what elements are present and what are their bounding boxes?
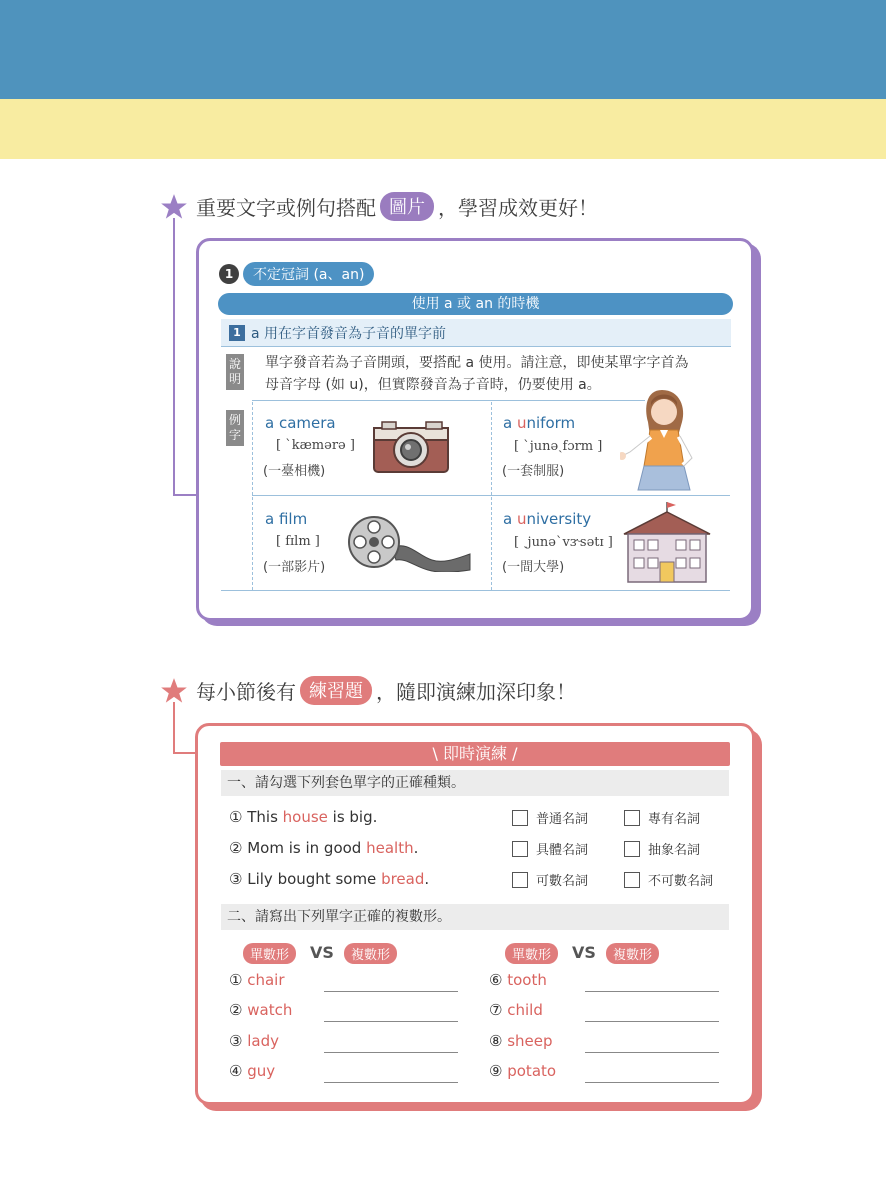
answer-blank[interactable]	[585, 991, 719, 992]
example-phonetic: [ ˏjunəˋvɝsətɪ ]	[514, 535, 613, 550]
section1-heading-after: ，學習成效更好！	[438, 196, 598, 220]
girl-illustration	[620, 386, 716, 494]
answer-blank[interactable]	[324, 1021, 458, 1022]
film-reel-icon	[348, 514, 472, 572]
example-word: a university	[503, 510, 592, 528]
example-meaning: (一部影片)	[263, 560, 326, 575]
question-line: ③ Lily bought some bread.	[229, 870, 430, 888]
example-tag: 例字	[226, 410, 244, 446]
example-phonetic: [ fɪlm ]	[276, 534, 320, 549]
rule-number: 1	[229, 325, 245, 341]
answer-blank[interactable]	[324, 1082, 458, 1083]
checkbox-option[interactable]: 可數名詞	[512, 870, 588, 889]
example-phonetic: [ ˋjunəˏfɔrm ]	[514, 439, 603, 454]
example-meaning: (一臺相機)	[263, 464, 326, 479]
divider	[491, 402, 492, 590]
section1-heading	[160, 192, 598, 221]
section1-heading-before: 重要文字或例句搭配	[196, 196, 376, 220]
section2-heading-before: 每小節後有	[196, 680, 296, 704]
top-blue-band	[0, 0, 886, 99]
star-icon	[160, 193, 188, 221]
vs-label: VS	[572, 943, 596, 962]
explain-tag: 說明	[226, 354, 244, 390]
usage-bar: 使用 a 或 an 的時機	[218, 293, 733, 315]
checkbox-option[interactable]: 抽象名詞	[624, 839, 700, 858]
university-building-icon	[622, 500, 712, 584]
example-word: a film	[265, 510, 308, 528]
checkbox-option[interactable]: 專有名詞	[624, 808, 700, 827]
divider	[252, 400, 645, 401]
plural-item: ① chair	[229, 971, 285, 989]
answer-blank[interactable]	[585, 1052, 719, 1053]
divider	[252, 402, 253, 590]
plural-item: ④ guy	[229, 1062, 276, 1080]
unit-title-row	[219, 262, 374, 286]
plural-item: ⑥ tooth	[489, 971, 547, 989]
plural-item: ⑨ potato	[489, 1062, 557, 1080]
part2-title: 二、請寫出下列單字正確的複數形。	[221, 904, 729, 930]
star-icon	[160, 677, 188, 705]
section2-heading	[160, 676, 576, 705]
answer-blank[interactable]	[585, 1082, 719, 1083]
example-word: a camera	[265, 414, 336, 432]
section1-heading-pill: 圖片	[380, 192, 434, 221]
example-word: a uniform	[503, 414, 576, 432]
vs-label: VS	[310, 943, 334, 962]
answer-blank[interactable]	[324, 991, 458, 992]
part1-title: 一、請勾選下列套色單字的正確種類。	[221, 770, 729, 796]
plural-item: ⑧ sheep	[489, 1032, 553, 1050]
plural-label: 複數形	[344, 943, 397, 964]
explain-line-2: 母音字母 (如 u)，但實際發音為子音時，仍要使用 a。	[265, 377, 601, 393]
answer-blank[interactable]	[585, 1021, 719, 1022]
practice-bar: \ 即時演練 /	[220, 742, 730, 766]
rule-text: a 用在字首發音為子音的單字前	[251, 325, 447, 342]
explain-line-1: 單字發音若為子音開頭，要搭配 a 使用。請注意，即使某單字字首為	[265, 355, 689, 371]
singular-label: 單數形	[505, 943, 558, 964]
question-line: ② Mom is in good health.	[229, 839, 419, 857]
example-meaning: (一套制服)	[502, 464, 565, 479]
divider	[221, 590, 730, 591]
unit-number: 1	[219, 264, 239, 284]
plural-item: ③ lady	[229, 1032, 279, 1050]
example-meaning: (一間大學)	[502, 560, 565, 575]
section2-heading-after: ，隨即演練加深印象！	[376, 680, 576, 704]
unit-title: 不定冠詞 (a、an)	[243, 262, 374, 286]
top-yellow-band	[0, 99, 886, 159]
plural-item: ⑦ child	[489, 1001, 543, 1019]
camera-icon	[372, 420, 450, 474]
plural-item: ② watch	[229, 1001, 293, 1019]
checkbox-option[interactable]: 不可數名詞	[624, 870, 713, 889]
answer-blank[interactable]	[324, 1052, 458, 1053]
section2-heading-pill: 練習題	[300, 676, 372, 705]
singular-label: 單數形	[243, 943, 296, 964]
checkbox-option[interactable]: 具體名詞	[512, 839, 588, 858]
plural-label: 複數形	[606, 943, 659, 964]
checkbox-option[interactable]: 普通名詞	[512, 808, 588, 827]
question-line: ① This house is big.	[229, 808, 378, 826]
example-phonetic: [ ˋkæmərə ]	[276, 438, 355, 453]
rule-row	[221, 319, 731, 347]
